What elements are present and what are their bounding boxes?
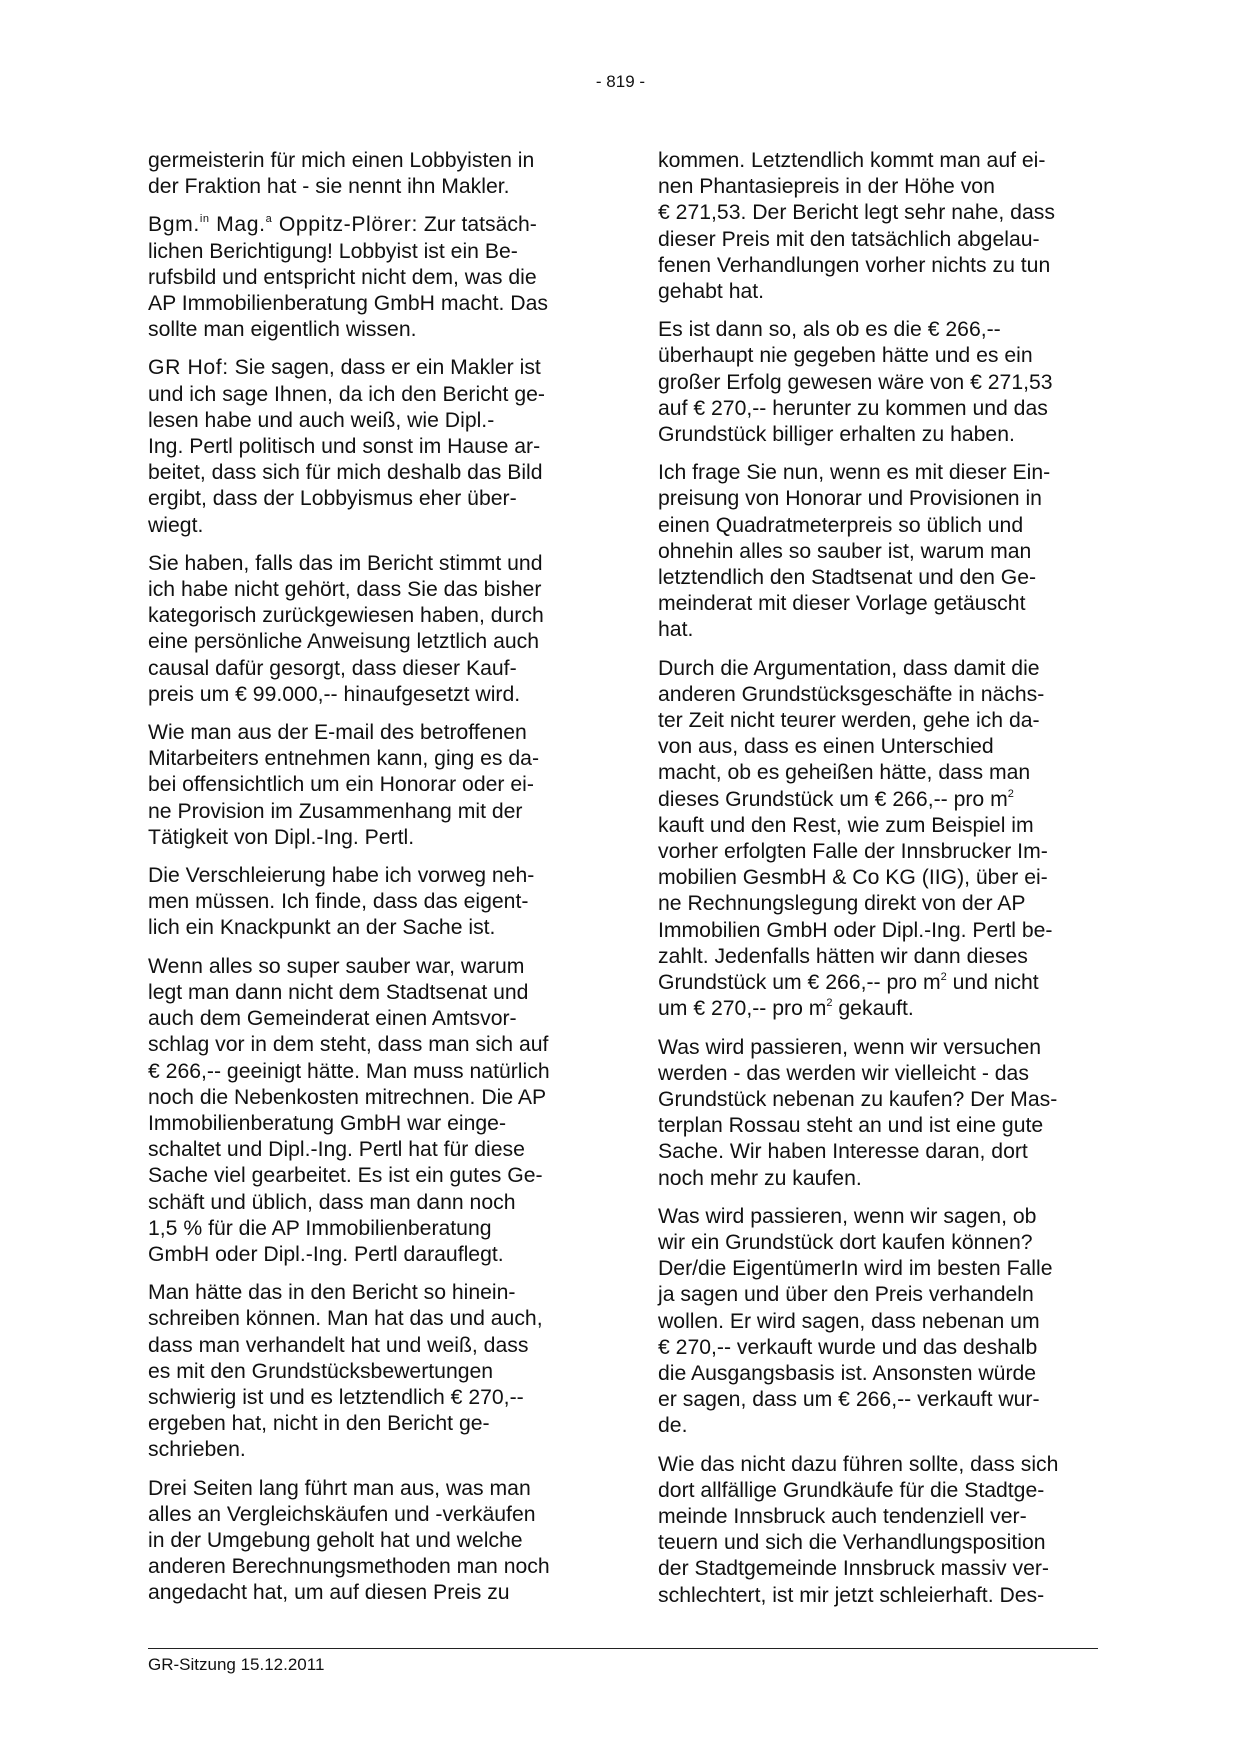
text-line: GmbH oder Dipl.-Ing. Pertl darauflegt. [148, 1242, 504, 1266]
text-line: dieser Preis mit den tatsächlich abgelau- [658, 227, 1040, 251]
footer-rule [148, 1648, 1098, 1649]
text-line: preisung von Honorar und Provisionen in [658, 487, 1042, 511]
speaker-line [148, 212, 588, 238]
text-line: de. [658, 1414, 688, 1438]
text-line: dort allfällige Grundkäufe für die Stadtge- [658, 1478, 1045, 1502]
speaker-line [148, 355, 588, 381]
text-line: Grundstück nebenan zu kaufen? Der Mas- [658, 1087, 1058, 1111]
text-line: angedacht hat, um auf diesen Preis zu [148, 1581, 510, 1605]
paragraph [148, 355, 588, 538]
text-line: schlechtert, ist mir jetzt schleierhaft. Des- [658, 1583, 1045, 1607]
text-line: vorher erfolgten Falle der Innsbrucker Im- [658, 840, 1048, 864]
left-column [148, 148, 588, 1619]
page-number: - 819 - [595, 72, 646, 91]
text-segment: gekauft. [832, 997, 914, 1021]
text-line: Durch die Argumentation, dass damit die [658, 656, 1040, 680]
text-line: Die Verschleierung habe ich vorweg neh- [148, 864, 535, 888]
text-line: anderen Grundstücksgeschäfte in nächs- [658, 682, 1045, 706]
paragraph [148, 212, 588, 343]
paragraph [148, 1476, 588, 1607]
text-line: Ich frage Sie nun, wenn es mit dieser Ein- [658, 461, 1051, 485]
text-line: 1,5 % für die AP Immobilienberatung [148, 1216, 492, 1240]
text-line [658, 996, 1098, 1022]
text-line: ter Zeit nicht teurer werden, gehe ich da- [658, 709, 1040, 733]
text-line: Wie man aus der E-mail des betroffenen [148, 721, 527, 745]
speaker-surname: Oppitz-Plörer: [272, 213, 418, 237]
text-line: men müssen. Ich finde, dass das eigent- [148, 890, 529, 914]
text-line: Drei Seiten lang führt man aus, was man [148, 1476, 531, 1500]
text-line: Immobilien GmbH oder Dipl.-Ing. Pertl be- [658, 918, 1053, 942]
text-line: Wenn alles so super sauber war, warum [148, 954, 525, 978]
text-line: ergeben hat, nicht in den Bericht ge- [148, 1412, 490, 1436]
text-line: ich habe nicht gehört, dass Sie das bisher [148, 578, 542, 602]
text-line: lesen habe und auch weiß, wie Dipl.- [148, 408, 495, 432]
text-line: noch mehr zu kaufen. [658, 1166, 862, 1190]
paragraph [658, 1035, 1098, 1192]
text-line: der Fraktion hat - sie nennt ihn Makler. [148, 175, 510, 199]
text-line: werden - das werden wir vielleicht - das [658, 1061, 1029, 1085]
text-line: wiegt. [148, 513, 204, 537]
text-line: alles an Vergleichskäufen und -verkäufen [148, 1502, 536, 1526]
text-line: wir ein Grundstück dort kaufen können? [658, 1230, 1033, 1254]
text-line: in der Umgebung geholt hat und welche [148, 1528, 523, 1552]
text-line: zahlt. Jedenfalls hätten wir dann dieses [658, 944, 1028, 968]
text-line: Sache viel gearbeitet. Es ist ein gutes Ge- [148, 1164, 543, 1188]
text-line: schwierig ist und es letztendlich € 270,-- [148, 1385, 524, 1409]
right-column [658, 148, 1098, 1621]
text-line: beitet, dass sich für mich deshalb das Bild [148, 461, 543, 485]
text-line: der Stadtgemeinde Innsbruck massiv ver- [658, 1557, 1049, 1581]
text-line: Es ist dann so, als ob es die € 266,-- [658, 318, 1001, 342]
text-line: auch dem Gemeinderat einen Amtsvor- [148, 1007, 517, 1031]
text-line: lichen Berichtigung! Lobbyist ist ein Be- [148, 239, 518, 263]
text-line [658, 787, 1098, 813]
speaker-name [148, 213, 418, 236]
text-line: causal dafür gesorgt, dass dieser Kauf- [148, 656, 517, 680]
text-line: macht, ob es geheißen hätte, dass man [658, 761, 1031, 785]
text-line: rufsbild und entspricht nicht dem, was die [148, 265, 537, 289]
text-line: hat. [658, 618, 694, 642]
paragraph [658, 148, 1098, 305]
text-line: Tätigkeit von Dipl.-Ing. Pertl. [148, 825, 415, 849]
text-line: Immobilienberatung GmbH war einge- [148, 1111, 506, 1135]
text-line: meinderat mit dieser Vorlage getäuscht [658, 592, 1026, 616]
text-line: Ing. Pertl politisch und sonst im Hause ar- [148, 435, 541, 459]
text-line: germeisterin für mich einen Lobbyisten in [148, 149, 535, 172]
superscript: 2 [826, 997, 833, 1010]
text-line: lich ein Knackpunkt an der Sache ist. [148, 916, 496, 940]
paragraph [658, 1204, 1098, 1440]
text-line: kategorisch zurückgewiesen haben, durch [148, 604, 544, 628]
paragraph [148, 954, 588, 1268]
text-line: anderen Berechnungsmethoden man noch [148, 1555, 550, 1579]
text-line: bei offensichtlich um ein Honorar oder ei- [148, 773, 534, 797]
paragraph [658, 460, 1098, 643]
superscript: in [199, 213, 210, 226]
speaker-name: GR Hof: [148, 356, 229, 380]
paragraph [658, 317, 1098, 448]
text-line: € 271,53. Der Bericht legt sehr nahe, dass [658, 201, 1055, 225]
footer-text: GR-Sitzung 15.12.2011 [148, 1655, 325, 1674]
text-line: teuern und sich die Verhandlungsposition [658, 1531, 1046, 1555]
text-line: kommen. Letztendlich kommt man auf ei- [658, 149, 1046, 172]
text-line: Grundstück billiger erhalten zu haben. [658, 423, 1015, 447]
text-line: preis um € 99.000,-- hinaufgesetzt wird. [148, 682, 521, 706]
text-line: Man hätte das in den Bericht so hinein- [148, 1281, 516, 1305]
text-line: mobilien GesmbH & Co KG (IIG), über ei- [658, 866, 1048, 890]
text-line: er sagen, dass um € 266,-- verkauft wur- [658, 1388, 1040, 1412]
text-line: € 270,-- verkauft wurde und das deshalb [658, 1335, 1038, 1359]
text-segment: Zur tatsäch- [417, 213, 537, 237]
text-line [658, 970, 1098, 996]
text-line: schaltet und Dipl.-Ing. Pertl hat für diese [148, 1138, 525, 1162]
text-line: Was wird passieren, wenn wir sagen, ob [658, 1204, 1037, 1228]
text-line: ja sagen und über den Preis verhandeln [658, 1283, 1034, 1307]
text-line: eine persönliche Anweisung letztlich auch [148, 630, 540, 654]
paragraph [148, 148, 588, 200]
paragraph [148, 720, 588, 851]
text-line: meinde Innsbruck auch tendenziell ver- [658, 1504, 1027, 1528]
text-line: sollte man eigentlich wissen. [148, 318, 417, 342]
text-line: und ich sage Ihnen, da ich den Bericht ge- [148, 382, 545, 406]
text-line: auf € 270,-- herunter zu kommen und das [658, 396, 1048, 420]
text-line: € 266,-- geeinigt hätte. Man muss natürlich [148, 1059, 550, 1083]
text-line: ne Rechnungslegung direkt von der AP [658, 892, 1026, 916]
paragraph [148, 1280, 588, 1463]
superscript: 2 [940, 971, 947, 984]
text-line: ergibt, dass der Lobbyismus eher über- [148, 487, 517, 511]
text-line: ne Provision im Zusammenhang mit der [148, 799, 523, 823]
text-segment: und nicht [946, 971, 1039, 995]
text-line: kauft und den Rest, wie zum Beispiel im [658, 813, 1034, 837]
text-line: letztendlich den Stadtsenat und den Ge- [658, 566, 1037, 590]
paragraph [658, 1452, 1098, 1609]
text-line: schreiben können. Man hat das und auch, [148, 1307, 543, 1331]
text-line: schrieben. [148, 1438, 246, 1462]
text-line: dass man verhandelt hat und weiß, dass [148, 1333, 529, 1357]
text-line: legt man dann nicht dem Stadtsenat und [148, 980, 529, 1004]
text-line: schäft und üblich, dass man dann noch [148, 1190, 516, 1214]
paragraph [148, 551, 588, 708]
text-segment: Sie sagen, dass er ein Makler ist [228, 356, 541, 380]
text-line: einen Quadratmeterpreis so üblich und [658, 513, 1024, 537]
text-line: wollen. Er wird sagen, dass nebenan um [658, 1309, 1040, 1333]
superscript: a [265, 213, 273, 226]
text-line: die Ausgangsbasis ist. Ansonsten würde [658, 1361, 1037, 1385]
text-segment: um € 270,-- pro m [658, 997, 827, 1021]
speaker-title: Mag. [209, 213, 266, 237]
text-line: Was wird passieren, wenn wir versuchen [658, 1035, 1042, 1059]
text-line: Sache. Wir haben Interesse daran, dort [658, 1140, 1028, 1164]
text-line: fenen Verhandlungen vorher nichts zu tun [658, 253, 1051, 277]
text-segment: Grundstück um € 266,-- pro m [658, 971, 941, 995]
text-line: großer Erfolg gewesen wäre von € 271,53 [658, 370, 1053, 394]
text-line: Wie das nicht dazu führen sollte, dass sich [658, 1452, 1059, 1476]
text-line: terplan Rossau steht an und ist eine gute [658, 1114, 1044, 1138]
text-line: nen Phantasiepreis in der Höhe von [658, 175, 995, 199]
text-line: ohnehin alles so sauber ist, warum man [658, 539, 1032, 563]
text-line: Der/die EigentümerIn wird im besten Falle [658, 1257, 1053, 1281]
text-line: AP Immobilienberatung GmbH macht. Das [148, 292, 548, 316]
text-line: Sie haben, falls das im Bericht stimmt und [148, 551, 543, 575]
paragraph [148, 863, 588, 942]
superscript: 2 [1007, 787, 1014, 800]
text-line: es mit den Grundstücksbewertungen [148, 1359, 494, 1383]
text-line: gehabt hat. [658, 280, 765, 304]
text-line: Mitarbeiters entnehmen kann, ging es da- [148, 747, 540, 771]
text-line: noch die Nebenkosten mitrechnen. Die AP [148, 1085, 547, 1109]
speaker-title: Bgm. [148, 213, 200, 237]
text-line: schlag vor in dem steht, dass man sich auf [148, 1033, 549, 1057]
text-line: überhaupt nie gegeben hätte und es ein [658, 344, 1033, 368]
text-segment: dieses Grundstück um € 266,-- pro m [658, 787, 1008, 811]
text-line: von aus, dass es einen Unterschied [658, 735, 994, 759]
paragraph [658, 656, 1098, 1023]
